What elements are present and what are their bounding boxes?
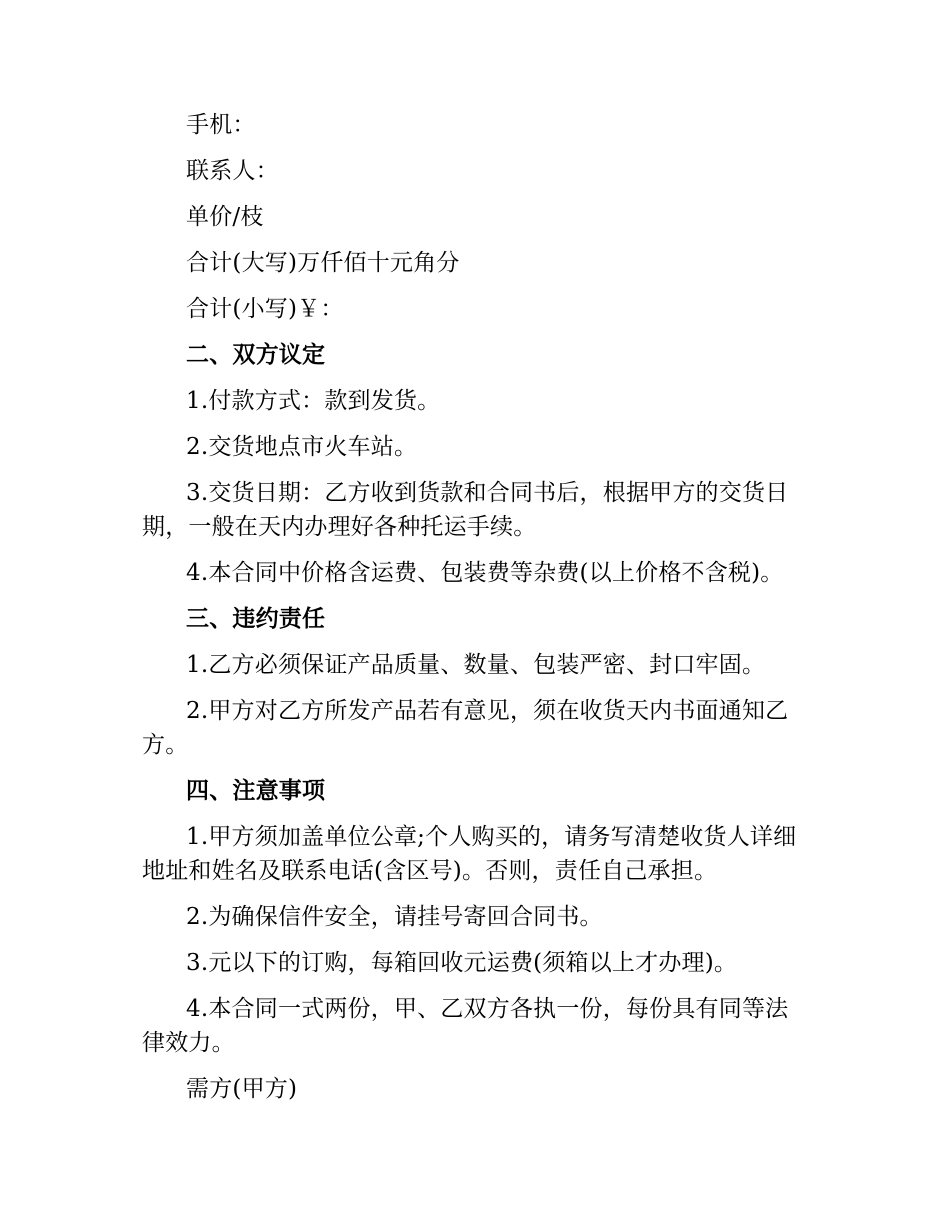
note-copies: 4.本合同一式两份，甲、乙双方各执一份，每份具有同等法律效力。	[142, 996, 789, 1056]
unit-price-label: 单价/枝	[186, 204, 264, 230]
clause-objection-notice: 2.甲方对乙方所发产品若有意见，须在收货天内书面通知乙方。	[142, 698, 789, 758]
section-heading-agreement: 二、双方议定	[186, 341, 326, 368]
buyer-party-label: 需方(甲方)	[186, 1076, 298, 1102]
section-heading-notes: 四、注意事项	[186, 777, 326, 804]
note-registered-mail: 2.为确保信件安全，请挂号寄回合同书。	[186, 904, 603, 930]
contact-person-label: 联系人：	[186, 158, 279, 184]
total-uppercase-label: 合计(大写)万仟佰十元角分	[186, 250, 460, 276]
clause-quality-guarantee: 1.乙方必须保证产品质量、数量、包装严密、封口牢固。	[186, 652, 766, 678]
document-body	[142, 108, 810, 1118]
section-heading-liability: 三、违约责任	[186, 605, 326, 632]
clause-delivery-date: 3.交货日期：乙方收到货款和合同书后，根据甲方的交货日期，一般在天内办理好各种托运手续。	[142, 480, 789, 540]
note-shipping-fee: 3.元以下的订购，每箱回收元运费(须箱以上才办理)。	[186, 950, 738, 976]
clause-payment-method: 1.付款方式：款到发货。	[186, 388, 441, 414]
clause-delivery-location: 2.交货地点市火车站。	[186, 434, 418, 460]
phone-label: 手机：	[186, 112, 256, 138]
note-official-seal: 1.甲方须加盖单位公章;个人购买的，请务写清楚收货人详细地址和姓名及联系电话(含区号)。否则，责任自己承担。	[142, 824, 797, 884]
total-lowercase-label: 合计(小写)￥：	[186, 296, 344, 322]
clause-price-includes: 4.本合同中价格含运费、包装费等杂费(以上价格不含税)。	[186, 560, 784, 586]
